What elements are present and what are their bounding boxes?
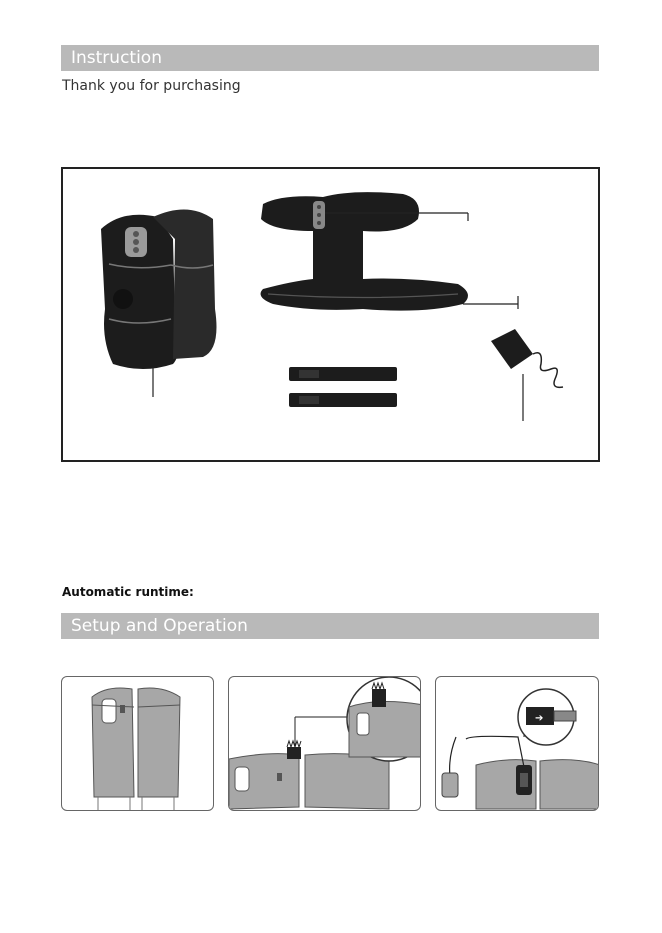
- setup-header: [61, 613, 599, 639]
- step-1-illustration: [62, 677, 214, 811]
- knee-massager-flat-icon: [261, 192, 518, 311]
- step-2-illustration: [229, 677, 421, 811]
- intro-text: Thank you for purchasing: [62, 78, 241, 94]
- velcro-straps-icon: [289, 367, 397, 407]
- automatic-runtime-label: Automatic runtime:: [62, 585, 194, 599]
- product-contents-illustration: [63, 169, 602, 464]
- instruction-header: [61, 45, 599, 71]
- velcro-hook-icon: [287, 741, 301, 759]
- step-3-illustration: [436, 677, 599, 811]
- power-adapter-icon: [442, 773, 458, 797]
- step-1-panel: [61, 676, 214, 811]
- instruction-title: Instruction: [71, 48, 162, 68]
- setup-title: Setup and Operation: [71, 616, 248, 636]
- plug-arrow-icon: ➔: [535, 713, 544, 724]
- power-adapter-icon: [491, 329, 563, 421]
- step-2-panel: [228, 676, 421, 811]
- step-3-panel: [435, 676, 599, 811]
- knee-massager-pair-icon: [101, 209, 217, 397]
- product-contents-box: [61, 167, 600, 462]
